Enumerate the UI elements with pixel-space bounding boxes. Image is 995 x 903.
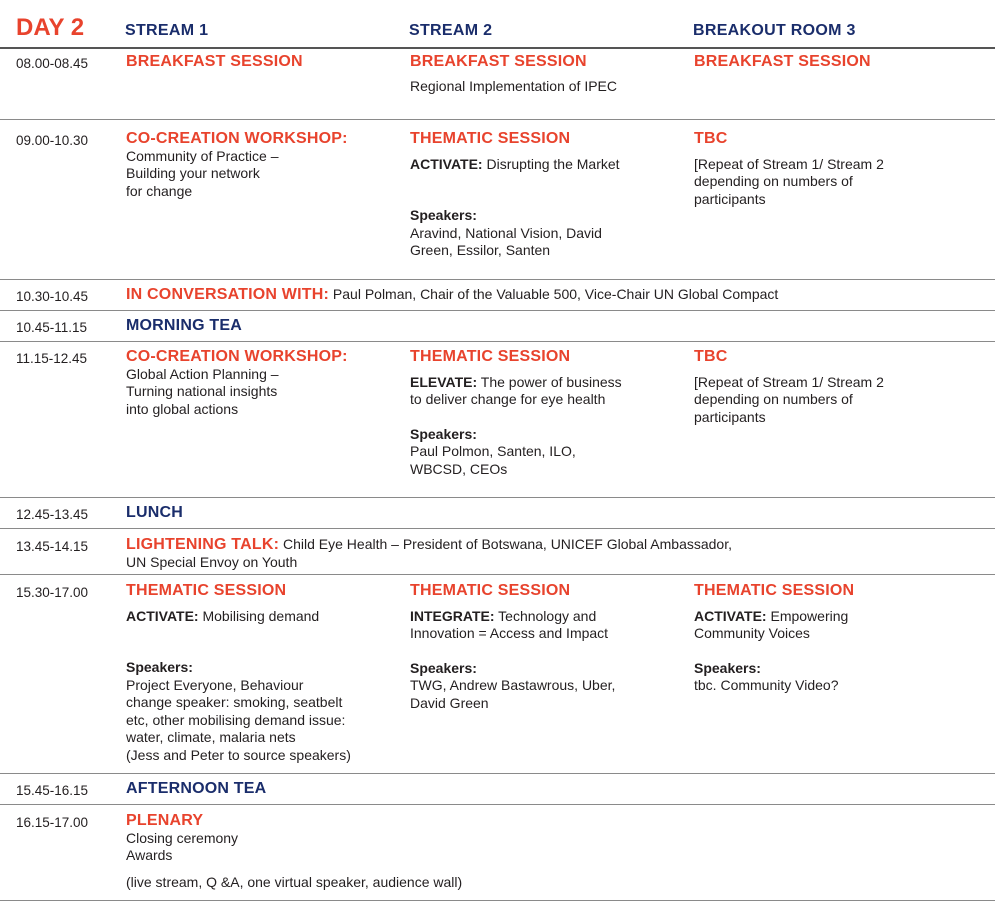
session-description (410, 156, 620, 174)
stream-1-session (126, 348, 348, 418)
lightening-talk-session (126, 536, 732, 571)
time-slot: 13.45-14.15 (16, 539, 89, 554)
stream-2-session (410, 53, 617, 95)
header-divider (0, 47, 995, 49)
session-description-line: Innovation = Access and Impact (410, 625, 609, 641)
session-description-line: [Repeat of Stream 1/ Stream 2 (694, 155, 884, 172)
session-title: IN CONVERSATION WITH: (126, 286, 330, 303)
speakers-line: tbc. Community Video? (694, 677, 839, 693)
speakers-label: Speakers: (410, 425, 477, 442)
session-title: TBC (694, 348, 728, 365)
speakers-line: Green, Essilor, Santen (410, 242, 551, 258)
session-title: BREAKFAST SESSION (126, 53, 303, 70)
speakers-label: Speakers: (410, 659, 477, 676)
speakers-line: Aravind, National Vision, David (410, 224, 602, 241)
stream-2-heading: STREAM 2 (409, 22, 493, 39)
session-description-line: Closing ceremony (126, 829, 239, 846)
session-topic: Mobilising demand (198, 607, 320, 624)
session-description-line: into global actions (126, 400, 239, 417)
stream-1-session (126, 130, 348, 200)
session-description-line (410, 374, 622, 392)
row-divider (0, 900, 995, 901)
session-description-line: Global Action Planning – (126, 365, 279, 382)
session-description: Regional Implementation of IPEC (410, 77, 617, 94)
row-divider (0, 279, 995, 280)
stream-1-session (126, 582, 351, 764)
session-description-line: depending on numbers of (694, 391, 853, 407)
session-title: LIGHTENING TALK: (126, 536, 280, 553)
session-theme: ACTIVATE: (410, 155, 483, 172)
morning-tea-session (126, 317, 242, 335)
time-slot: 09.00-10.30 (16, 133, 89, 148)
session-description (126, 608, 351, 626)
session-description-line: Child Eye Health – President of Botswana, UNICEF Global Ambassador, (279, 536, 732, 552)
speakers-line: WBCSD, CEOs (410, 460, 508, 477)
session-title: AFTERNOON TEA (126, 780, 267, 797)
time-slot: 10.45-11.15 (16, 320, 88, 335)
session-topic: Empowering (766, 607, 849, 624)
speakers-line: David Green (410, 694, 489, 711)
speakers-line: Paul Polmon, Santen, ILO, (410, 443, 576, 459)
session-description-line: Turning national insights (126, 383, 278, 399)
session-description-line: [Repeat of Stream 1/ Stream 2 (694, 373, 884, 390)
afternoon-tea-session (126, 780, 266, 798)
time-slot: 16.15-17.00 (16, 815, 89, 830)
speakers-line: (Jess and Peter to source speakers) (126, 746, 351, 763)
session-description-line: Community of Practice – (126, 147, 279, 164)
speakers-line: TWG, Andrew Bastawrous, Uber, (410, 677, 616, 693)
session-title: THEMATIC SESSION (126, 582, 287, 599)
speakers-line: Project Everyone, Behaviour (126, 676, 304, 693)
room-3-session (694, 582, 854, 695)
session-description-line: Building your network (126, 165, 260, 181)
room-3-session (694, 53, 871, 71)
row-divider (0, 773, 995, 774)
session-theme: ELEVATE: (410, 373, 478, 390)
room-3-session (694, 348, 884, 426)
session-title: THEMATIC SESSION (410, 348, 571, 365)
session-title: CO-CREATION WORKSHOP: (126, 130, 348, 147)
time-slot: 15.45-16.15 (16, 783, 89, 798)
stream-2-session (410, 130, 620, 260)
row-divider (0, 528, 995, 529)
stream-1-heading: STREAM 1 (125, 22, 209, 39)
lunch-session (126, 504, 183, 522)
session-description-line: participants (694, 190, 766, 207)
session-title: LUNCH (126, 504, 183, 521)
time-slot: 10.30-10.45 (16, 289, 89, 304)
row-divider (0, 497, 995, 498)
session-theme: ACTIVATE: (694, 607, 767, 624)
session-description-line: for change (126, 182, 193, 199)
session-topic: Technology and (494, 607, 597, 624)
plenary-session (126, 812, 462, 891)
session-description-line: UN Special Envoy on Youth (126, 553, 298, 570)
row-divider (0, 804, 995, 805)
room-3-session (694, 130, 884, 208)
row-divider (0, 310, 995, 311)
session-description-line (694, 608, 854, 626)
speakers-label: Speakers: (410, 207, 477, 223)
day-heading: DAY 2 (16, 14, 85, 41)
session-description-line: participants (694, 408, 766, 425)
session-title: BREAKFAST SESSION (410, 53, 587, 70)
time-slot: 08.00-08.45 (16, 56, 89, 71)
session-description-line: Community Voices (694, 625, 810, 641)
session-description-line: Awards (126, 847, 173, 863)
session-title: THEMATIC SESSION (410, 130, 571, 147)
session-title: THEMATIC SESSION (694, 582, 855, 599)
session-theme: INTEGRATE: (410, 607, 495, 624)
speakers-line: change speaker: smoking, seatbelt (126, 694, 343, 710)
stream-2-session (410, 582, 615, 712)
session-title: PLENARY (126, 812, 204, 829)
session-title: BREAKFAST SESSION (694, 53, 871, 70)
session-topic: Disrupting the Market (482, 155, 620, 172)
stream-1-session (126, 53, 303, 71)
time-slot: 12.45-13.45 (16, 507, 89, 522)
session-topic: The power of business (477, 373, 622, 390)
speakers-line: etc, other mobilising demand issue: (126, 711, 346, 728)
session-description-line: to deliver change for eye health (410, 391, 606, 407)
time-slot: 11.15-12.45 (16, 351, 88, 366)
session-description-line (410, 608, 615, 626)
breakout-room-3-heading: BREAKOUT ROOM 3 (693, 22, 856, 39)
time-slot: 15.30-17.00 (16, 585, 89, 600)
stream-2-session (410, 348, 622, 478)
speakers-label: Speakers: (126, 659, 193, 675)
row-divider (0, 341, 995, 342)
session-title: MORNING TEA (126, 317, 242, 334)
session-title: CO-CREATION WORKSHOP: (126, 348, 348, 365)
session-description: Paul Polman, Chair of the Valuable 500, Vice-Chair UN Global Compact (329, 286, 779, 302)
session-description-line: depending on numbers of (694, 173, 853, 189)
row-divider (0, 574, 995, 575)
speakers-label: Speakers: (694, 659, 761, 676)
session-note: (live stream, Q &A, one virtual speaker, audience wall) (126, 873, 463, 890)
in-conversation-session (126, 286, 778, 304)
row-divider (0, 119, 995, 120)
speakers-line: water, climate, malaria nets (126, 729, 296, 745)
session-theme: ACTIVATE: (126, 607, 199, 624)
session-title: THEMATIC SESSION (410, 582, 571, 599)
session-title: TBC (694, 130, 728, 147)
